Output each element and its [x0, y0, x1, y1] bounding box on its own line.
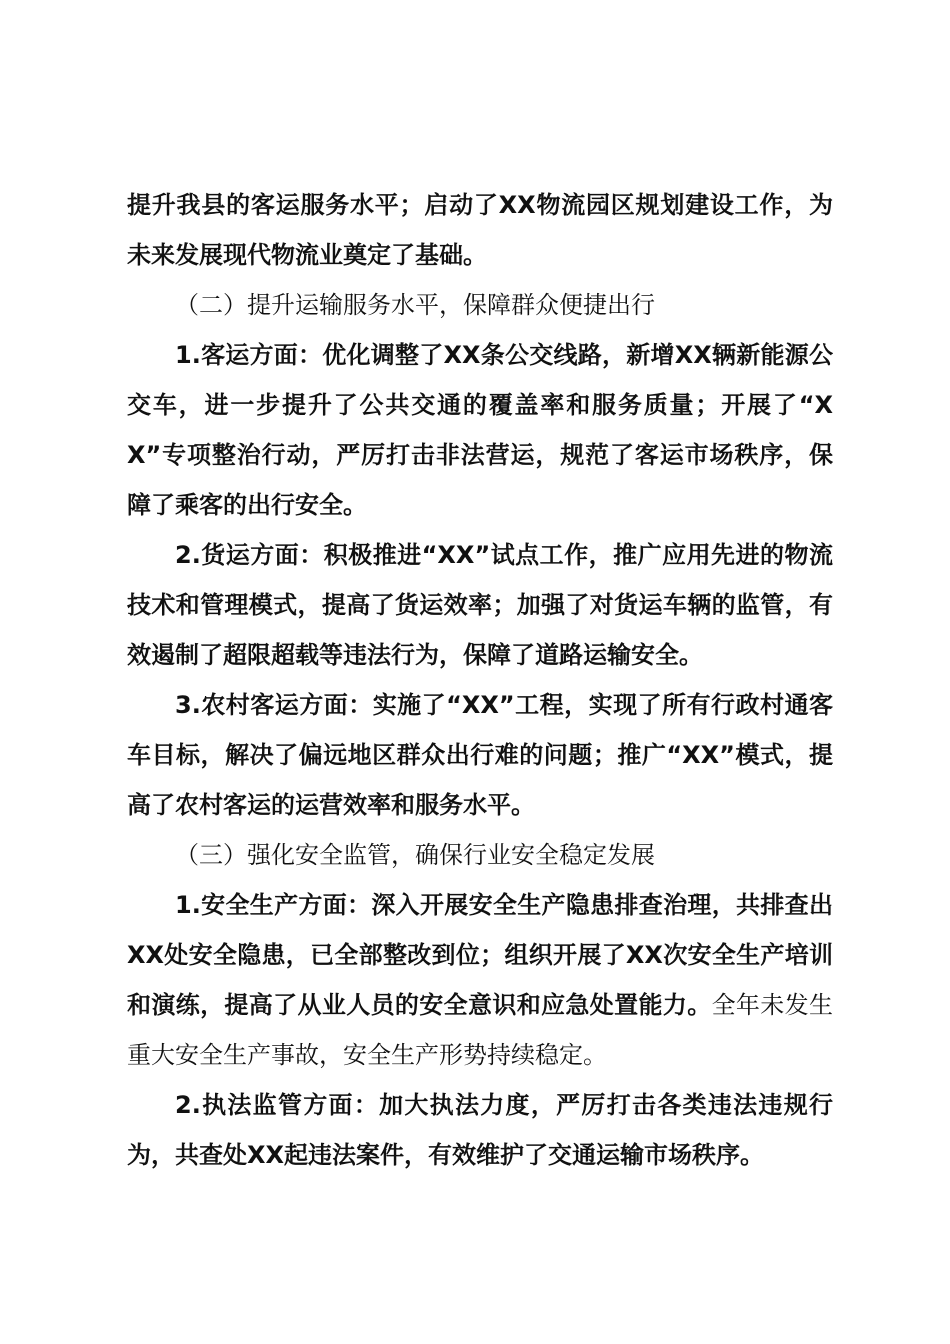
- paragraph-bold-text: 提升我县的客运服务水平；启动了XX物流园区规划建设工作，为未来发展现代物流业奠定了基础。: [127, 191, 833, 269]
- paragraph-rural-transport: [127, 680, 833, 830]
- paragraph-law-enforcement: [127, 1080, 833, 1180]
- section-heading-two: （二）提升运输服务水平，保障群众便捷出行: [175, 291, 655, 319]
- paragraph-passenger-transport: [127, 330, 833, 530]
- paragraph-bold-text: 1.安全生产方面：深入开展安全生产隐患排查治理，共排查出XX处安全隐患，已全部整改到位；组织开展了XX次安全生产培训和演练，提高了从业人员的安全意识和应急处置能力。: [127, 891, 833, 1019]
- paragraph-safety-production: [127, 880, 833, 1080]
- paragraph-normal-text: 全年未发生重大安全生产事故，安全生产形势持续稳定。: [127, 991, 834, 1069]
- paragraph-continuation: [127, 180, 833, 280]
- paragraph-bold-text: 3.农村客运方面：实施了“XX”工程，实现了所有行政村通客车目标，解决了偏远地区群众出行难的问题；推广“XX”模式，提高了农村客运的运营效率和服务水平。: [127, 691, 833, 819]
- paragraph-bold-text: 2.货运方面：积极推进“XX”试点工作，推广应用先进的物流技术和管理模式，提高了货运效率；加强了对货运车辆的监管，有效遏制了超限超载等违法行为，保障了道路运输安全。: [127, 541, 833, 669]
- paragraph-bold-text: 2.执法监管方面：加大执法力度，严厉打击各类违法违规行为，共查处XX起违法案件，有效维护了交通运输市场秩序。: [127, 1091, 833, 1169]
- paragraph-bold-text: 1.客运方面：优化调整了XX条公交线路，新增XX辆新能源公交车，进一步提升了公共交通的覆盖率和服务质量；开展了“XX”专项整治行动，严厉打击非法营运，规范了客运市场秩序，保障了乘客的出行安全。: [127, 341, 833, 519]
- document-page: [127, 180, 833, 1180]
- section-heading-three: （三）强化安全监管，确保行业安全稳定发展: [175, 841, 655, 869]
- paragraph-freight-transport: [127, 530, 833, 680]
